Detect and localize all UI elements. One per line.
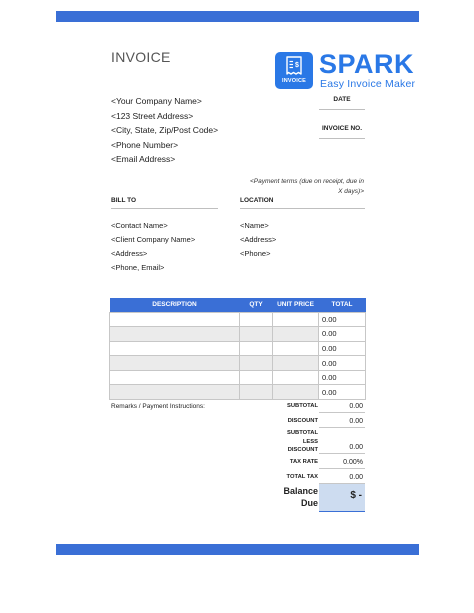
qty-cell[interactable] bbox=[240, 341, 273, 356]
subtotal-less-line-2: LESS bbox=[302, 438, 318, 445]
balance-due-label bbox=[274, 485, 318, 509]
table-row bbox=[110, 327, 366, 342]
unit-price-cell[interactable] bbox=[273, 341, 319, 356]
company-name-field[interactable]: <Your Company Name> bbox=[111, 96, 202, 106]
qty-cell[interactable] bbox=[240, 327, 273, 342]
qty-cell[interactable] bbox=[240, 312, 273, 327]
svg-text:$: $ bbox=[295, 62, 299, 69]
unit-price-cell[interactable] bbox=[273, 312, 319, 327]
bill-to-address-field[interactable]: <Address> bbox=[111, 249, 148, 258]
sender-company-block bbox=[111, 94, 218, 167]
bill-to-block bbox=[111, 219, 195, 275]
payment-terms-line-2: X days)> bbox=[338, 187, 364, 195]
total-cell: 0.00 bbox=[319, 327, 366, 342]
location-heading: LOCATION bbox=[240, 197, 365, 209]
unit-price-cell[interactable] bbox=[273, 327, 319, 342]
unit-price-cell[interactable] bbox=[273, 370, 319, 385]
qty-cell[interactable] bbox=[240, 385, 273, 400]
spark-logo-icon bbox=[275, 52, 313, 89]
column-header-unit-price: UNIT PRICE bbox=[273, 298, 319, 312]
payment-terms-line-1: <Payment terms (due on receipt, due in bbox=[250, 178, 364, 185]
location-address-field[interactable]: <Address> bbox=[240, 235, 277, 244]
unit-price-cell[interactable] bbox=[273, 356, 319, 371]
invoice-number-field[interactable]: INVOICE NO. bbox=[319, 125, 365, 139]
balance-due-line-1: Balance bbox=[283, 486, 318, 496]
location-block bbox=[240, 219, 276, 261]
brand-tagline: Easy Invoice Maker bbox=[320, 78, 416, 90]
date-field[interactable]: DATE bbox=[319, 96, 365, 110]
table-row bbox=[110, 356, 366, 371]
bill-to-contact-field[interactable]: <Contact Name> bbox=[111, 221, 168, 230]
document-title: INVOICE bbox=[111, 49, 171, 65]
subtotal-less-discount-label bbox=[274, 429, 318, 455]
description-cell[interactable] bbox=[110, 327, 240, 342]
description-cell[interactable] bbox=[110, 356, 240, 371]
company-phone-field[interactable]: <Phone Number> bbox=[111, 139, 179, 150]
bill-to-heading: BILL TO bbox=[111, 197, 218, 209]
footer-accent-bar bbox=[56, 544, 419, 555]
total-cell: 0.00 bbox=[319, 356, 366, 371]
discount-label: DISCOUNT bbox=[287, 418, 318, 424]
unit-price-cell[interactable] bbox=[273, 385, 319, 400]
logo-label: INVOICE bbox=[281, 78, 306, 84]
company-street-field[interactable]: <123 Street Address> bbox=[111, 110, 194, 121]
payment-terms-field[interactable] bbox=[240, 177, 364, 196]
total-cell: 0.00 bbox=[319, 341, 366, 356]
table-row bbox=[110, 341, 366, 356]
balance-due-line-2: Due bbox=[300, 498, 318, 508]
balance-due-value: $ - bbox=[319, 484, 365, 512]
remarks-label: Remarks / Payment Instructions: bbox=[111, 403, 205, 410]
qty-cell[interactable] bbox=[240, 370, 273, 385]
header-accent-bar bbox=[56, 11, 419, 22]
bill-to-company-field[interactable]: <Client Company Name> bbox=[111, 235, 196, 244]
tax-rate-label: TAX RATE bbox=[289, 459, 318, 465]
total-tax-label: TOTAL TAX bbox=[286, 474, 318, 480]
subtotal-less-discount-value: 0.00 bbox=[319, 442, 365, 454]
column-header-qty: QTY bbox=[240, 298, 273, 312]
discount-field[interactable]: 0.00 bbox=[319, 416, 365, 428]
location-name-field[interactable]: <Name> bbox=[240, 221, 269, 230]
column-header-description: DESCRIPTION bbox=[110, 298, 240, 312]
table-row bbox=[110, 385, 366, 400]
receipt-dollar-icon bbox=[275, 52, 313, 78]
total-cell: 0.00 bbox=[319, 312, 366, 327]
description-cell[interactable] bbox=[110, 385, 240, 400]
company-email-field[interactable]: <Email Address> bbox=[111, 154, 176, 165]
total-cell: 0.00 bbox=[319, 385, 366, 400]
brand-name: SPARK bbox=[319, 49, 415, 79]
column-header-total: TOTAL bbox=[319, 298, 366, 312]
subtotal-label: SUBTOTAL bbox=[286, 403, 318, 409]
description-cell[interactable] bbox=[110, 341, 240, 356]
location-phone-field[interactable]: <Phone> bbox=[240, 249, 271, 258]
bill-to-phone-email-field[interactable]: <Phone, Email> bbox=[111, 263, 165, 272]
company-city-field[interactable]: <City, State, Zip/Post Code> bbox=[111, 125, 219, 136]
subtotal-less-line-3: DISCOUNT bbox=[287, 447, 318, 453]
line-items-table bbox=[109, 298, 366, 400]
total-tax-value: 0.00 bbox=[319, 472, 365, 484]
subtotal-less-line-1: SUBTOTAL bbox=[286, 430, 318, 436]
table-header-row bbox=[110, 298, 366, 312]
table-row bbox=[110, 370, 366, 385]
table-row bbox=[110, 312, 366, 327]
description-cell[interactable] bbox=[110, 312, 240, 327]
tax-rate-field[interactable]: 0.00% bbox=[319, 457, 365, 469]
qty-cell[interactable] bbox=[240, 356, 273, 371]
description-cell[interactable] bbox=[110, 370, 240, 385]
total-cell: 0.00 bbox=[319, 370, 366, 385]
subtotal-value: 0.00 bbox=[319, 401, 365, 413]
